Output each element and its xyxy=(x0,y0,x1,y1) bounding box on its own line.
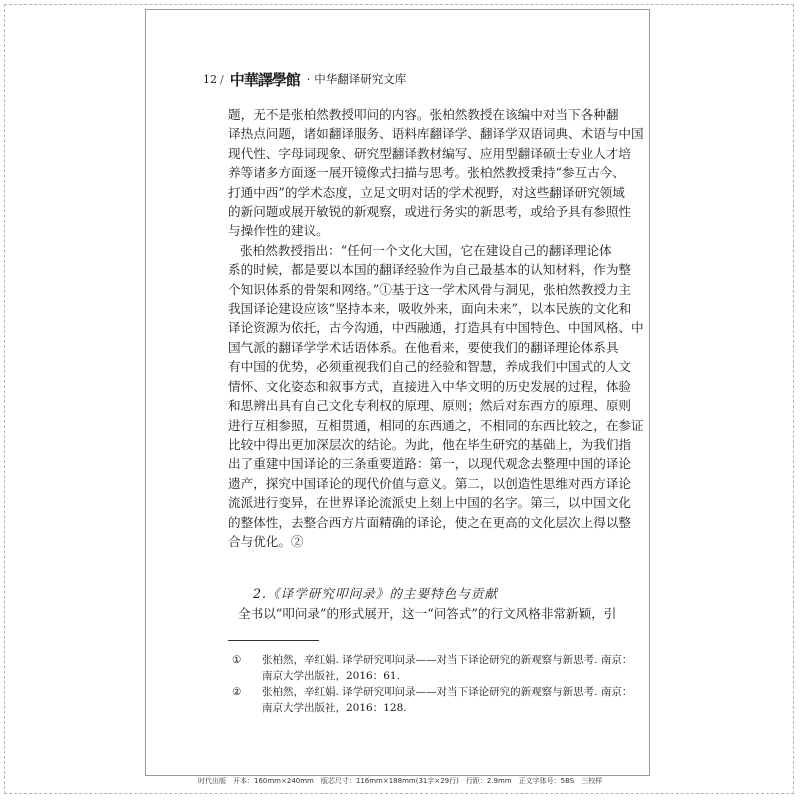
text-line: 的新问题或展开敏锐的新观察，或进行务实的新思考，或给予具有参照性 xyxy=(228,204,631,220)
text-line: 进行互相参照，互相贯通，相同的东西通之，不相同的东西比较之，在参证 xyxy=(228,417,644,433)
print-slug: 时代出版 开本：160mm×240mm 版芯尺寸：116mm×188mm(31字×29行) 行距：2.9mm 正文字体号：5BS 三校样 xyxy=(198,777,603,785)
text-line: 现代性、字母词现象、研究型翻译教材编写、应用型翻译硕士专业人才培 xyxy=(228,145,631,161)
footnote-rule xyxy=(228,640,319,641)
text-line: 出了重建中国译论的三条重要道路：第一，以现代观念去整理中国的译论 xyxy=(228,456,631,472)
header-dot: · xyxy=(306,72,311,86)
text-line: 情怀、文化姿态和叙事方式，直接进入中华文明的历史发展的过程，体验 xyxy=(228,378,631,394)
footnote-line: 南京大学出版社，2016：128. xyxy=(262,702,407,714)
text-line: 比较中得出更加深层次的结论。为此，他在毕生研究的基础上，为我们指 xyxy=(228,436,631,452)
text-line: 个知识体系的骨架和网络。”①基于这一学术风骨与洞见，张柏然教授力主 xyxy=(228,281,632,297)
text-line: 和思辨出具有自己文化专利权的原理、原则；然后对东西方的原理、原则 xyxy=(228,398,631,414)
text-line: 有中国的优势，必须重视我们自己的经验和智慧，养成我们中国式的人文 xyxy=(228,359,631,375)
footnote-text xyxy=(262,684,633,716)
footnote-marker: ② xyxy=(232,686,242,698)
text-line: 的整体性，去整合西方片面精确的译论，使之在更高的文化层次上得以整 xyxy=(228,514,631,530)
footnote-line: 张柏然，辛红娟. 译学研究叩问录——对当下译论研究的新观察与新思考. 南京： xyxy=(262,686,633,698)
body-text xyxy=(228,105,644,551)
text-line: 张柏然教授指出：“任何一个文化大国，它在建设自己的翻译理论体 xyxy=(240,242,612,258)
running-header xyxy=(203,68,406,90)
paragraph-2 xyxy=(228,241,644,552)
text-line: 国气派的翻译学学术话语体系。在他看来，要使我们的翻译理论体系具 xyxy=(228,339,619,355)
text-line: 译论资源为依托，古今沟通，中西融通，打造具有中国特色、中国风格、中 xyxy=(228,320,644,336)
text-line: 我国译论建设应该“坚持本来，吸收外来，面向未来”，以本民族的文化和 xyxy=(228,301,632,317)
text-line: 与操作性的建议。 xyxy=(228,223,329,239)
text-line: 遗产，探究中国译论的现代价值与意义。第二，以创造性思维对西方译论 xyxy=(228,475,631,491)
text-line: 系的时候，都是要以本国的翻译经验作为自己最基本的认知材料，作为整 xyxy=(228,262,631,278)
text-line: 译热点问题，诸如翻译服务、语料库翻译学、翻译学双语词典、术语与中国 xyxy=(228,126,644,142)
footnote-line: 张柏然，辛红娟. 译学研究叩问录——对当下译论研究的新观察与新思考. 南京： xyxy=(262,654,633,666)
text-line: 合与优化。② xyxy=(228,533,304,549)
footnote-1 xyxy=(232,652,633,684)
series-title: 中华翻译研究文库 xyxy=(314,72,407,86)
footnote-line: 南京大学出版社，2016：61. xyxy=(262,670,400,682)
header-slash: / xyxy=(220,72,224,86)
text-line: 流派进行变异，在世界译论流派史上刻上中国的名字。第三，以中国文化 xyxy=(228,495,631,511)
section-heading: 2.《译学研究叩问录》的主要特色与贡献 xyxy=(253,586,499,601)
text-line: 题，无不是张柏然教授叩问的内容。张柏然教授在该编中对当下各种翻 xyxy=(228,107,619,122)
footnote-2 xyxy=(232,684,633,716)
footnote-text xyxy=(262,652,633,684)
text-line: 打通中西”的学术态度，立足文明对话的学术视野，对这些翻译研究领域 xyxy=(228,184,625,200)
page-number: 12 xyxy=(203,72,217,86)
footnote-marker: ① xyxy=(232,654,242,666)
series-logo: 中華譯學館 xyxy=(229,70,300,89)
paragraph-3-first-line: 全书以“叩问录”的形式展开，这一“问答式”的行文风格非常新颖，引 xyxy=(238,606,617,621)
paragraph-1 xyxy=(228,105,644,241)
text-line: 养等诸多方面逐一展开镜像式扫描与思考。张柏然教授秉持“参互古今、 xyxy=(228,165,625,181)
